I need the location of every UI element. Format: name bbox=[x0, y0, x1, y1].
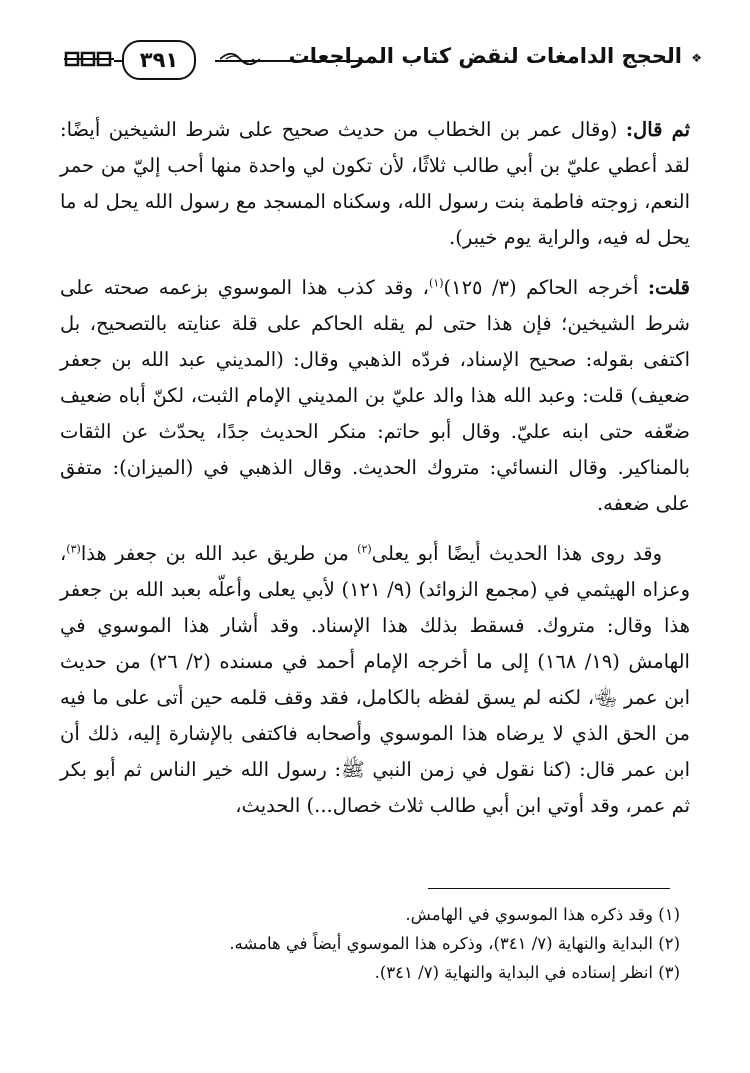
header-flourish-icon bbox=[220, 50, 260, 68]
paragraph-3 bbox=[60, 536, 690, 824]
header-ornament-icon: ❖ bbox=[691, 51, 702, 65]
running-header bbox=[50, 38, 700, 78]
page-number-badge bbox=[122, 40, 196, 80]
paragraph-3-text-c: ، وعزاه الهيثمي في (مجمع الزوائد) (٩/ ١٢١) لأبي يعلى وأعلّه بعبد الله بن جعفر هذا وقال: متروك. فسقط بذلك هذا الإسناد. وقد أشار هذا الموسوي في الهامش (١٩/ ١٦٨) إلى ما أخرجه الإمام أحمد في مسنده (٢/ ٢٦) من حديث ابن عمر ﵄، لكنه لم يسق لفظه بالكامل، فقد وقف قلمه حين أتى على ما فيه من الحق الذي لا يرضاه هذا الموسوي وأصحابه فاكتفى بالإشارة إليه، ذلك أن ابن عمر قال: (كنا نقول في زمن النبي ﷺ: رسول الله خير الناس ثم أبو بكر ثم عمر، وقد أوتي ابن أبي طالب ثلاث خصال...) الحديث، bbox=[60, 542, 690, 817]
paragraph-2-text-a: أخرجه الحاكم (٣/ ١٢٥) bbox=[443, 276, 639, 299]
paragraph-1 bbox=[60, 112, 690, 256]
footnote-2: (٢) البداية والنهاية (٧/ ٣٤١)، وذكره هذا الموسوي أيضاً في هامشه. bbox=[229, 934, 680, 953]
page-number: ٣٩١ bbox=[139, 48, 179, 72]
footnote-ref-1: (١) bbox=[428, 276, 444, 290]
paragraph-2-text-b: ، وقد كذب هذا الموسوي بزعمه صحته على شرط الشيخين؛ فإن هذا حتى لم يقله الحاكم على قلة عنايته بالتصحيح، بل اكتفى بقوله: صحيح الإسناد، فردّه الذهبي وقال: (المديني عبد الله بن جعفر ضعيف) قلت: وعبد الله هذا والد عليّ بن المديني الإمام الثبت، لكنّ أباه ضعيف ضعّفه حتى ابنه عليّ. وقال أبو حاتم: منكر الحديث جدًا، يحدّث عن الثقات بالمناكير. وقال النسائي: متروك الحديث. وقال الذهبي في (الميزان): متفق على ضعفه. bbox=[60, 276, 690, 515]
paragraph-3-text-a: وقد روى هذا الحديث أيضًا أبو يعلى bbox=[371, 542, 662, 565]
footnote-1: (١) وقد ذكره هذا الموسوي في الهامش. bbox=[405, 905, 680, 924]
paragraph-2-label: قلت: bbox=[647, 276, 690, 299]
footnote-3: (٣) انظر إسناده في البداية والنهاية (٧/ ٣٤١). bbox=[374, 963, 680, 982]
footnote-rule bbox=[428, 888, 670, 889]
footnotes bbox=[60, 900, 680, 987]
paragraph-3-text-b: من طريق عبد الله بن جعفر هذا bbox=[80, 542, 358, 565]
header-end-ornament-icon bbox=[64, 50, 114, 68]
paragraph-1-label: ثم قال: bbox=[625, 118, 691, 141]
running-title: الحجج الدامغات لنقض كتاب المراجعات bbox=[288, 44, 682, 68]
paragraph-1-text: (وقال عمر بن الخطاب من حديث صحيح على شرط الشيخين أيضًا: لقد أعطي عليّ بن أبي طالب ثلاثًا، لأن تكون لي واحدة منها أحب إليّ من حمر النعم، زوجته فاطمة بنت رسول الله، وسكناه المسجد مع رسول الله يحل له ما يحل له فيه، والراية يوم خيبر). bbox=[60, 118, 690, 249]
paragraph-2 bbox=[60, 270, 690, 522]
footnote-ref-3: (٣) bbox=[66, 542, 81, 556]
main-text bbox=[60, 112, 690, 838]
header-rule-left bbox=[114, 60, 122, 62]
footnote-ref-2: (٢) bbox=[357, 542, 372, 556]
